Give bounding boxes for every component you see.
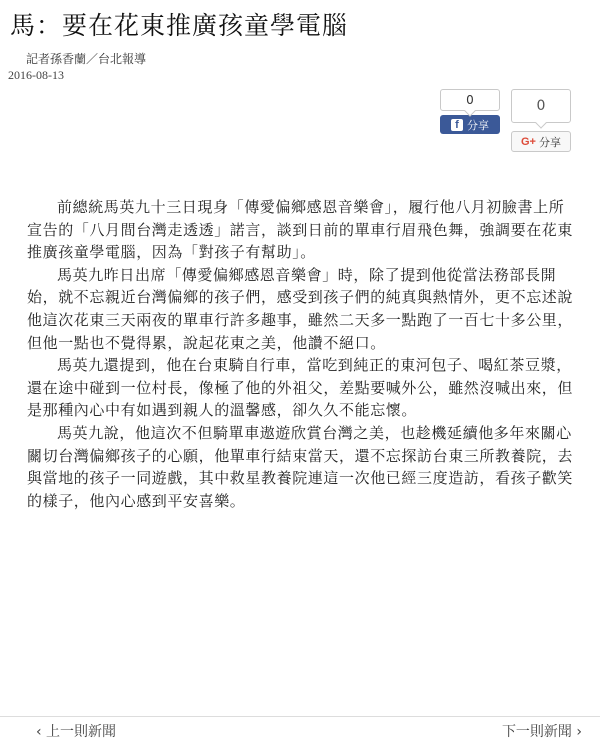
google-share-label: 分享 (538, 135, 561, 149)
article-paragraph: 前總統馬英九十三日現身「傳愛偏鄉感恩音樂會」，履行他八月初臉書上所宣告的「八月間台灣走透透」諾言，談到日前的單車行眉飛色舞，強調要在花東推廣孩童學電腦，因為「對孩子有幫助」。 (27, 198, 574, 262)
article-paragraph: 馬英九昨日出席「傳愛偏鄉感恩音樂會」時，除了提到他從當法務部長開始，就不忘親近台灣偏鄉的孩子們，感受到孩子們的純真與熱情外，更不忘述說他這次花東三天兩夜的單車行許多趣事，雖然二天多一點跑了一百七十多公里，但他一點也不覺得累，說起花東之美，他讚不絕口。 (27, 265, 574, 352)
article-headline: 馬：要在花東推廣孩童學電腦 (10, 11, 349, 40)
article-body (27, 196, 577, 512)
publish-date: 2016-08-13 (8, 68, 64, 82)
facebook-icon: f (451, 119, 463, 131)
next-article-link[interactable]: 下一則新聞 › (501, 724, 582, 740)
facebook-share-count: 0 (440, 89, 500, 111)
google-share-count: 0 (511, 89, 571, 123)
facebook-share-button[interactable] (440, 115, 500, 134)
previous-article-link[interactable]: ‹ 上一則新聞 (36, 724, 117, 740)
article-paragraph: 馬英九還提到，他在台東騎自行車，當吃到純正的東河包子、喝紅茶豆漿，還在途中碰到一位村長，像極了他的外祖父，差點要喊外公，雖然沒喊出來，但是那種內心中有如遇到親人的溫馨感，卻久久不能忘懷。 (27, 356, 574, 420)
facebook-share-label: 分享 (467, 118, 489, 132)
facebook-share-widget (440, 89, 500, 134)
google-plus-icon: G+ (521, 135, 536, 148)
google-share-widget (511, 89, 571, 152)
byline: 記者孫香蘭／台北報導 (26, 52, 147, 66)
google-share-button[interactable] (511, 131, 571, 152)
article-paragraph: 馬英九說，他這次不但騎單車遨遊欣賞台灣之美，也趁機延續他多年來關心關切台灣偏鄉孩子的心願，他單車行結束當天，還不忘探訪台東三所教養院，去與當地的孩子一同遊戲，其中救星教養院連這一次他已經三度造訪，看孩子歡笑的樣子，他內心感到平安喜樂。 (27, 423, 574, 510)
